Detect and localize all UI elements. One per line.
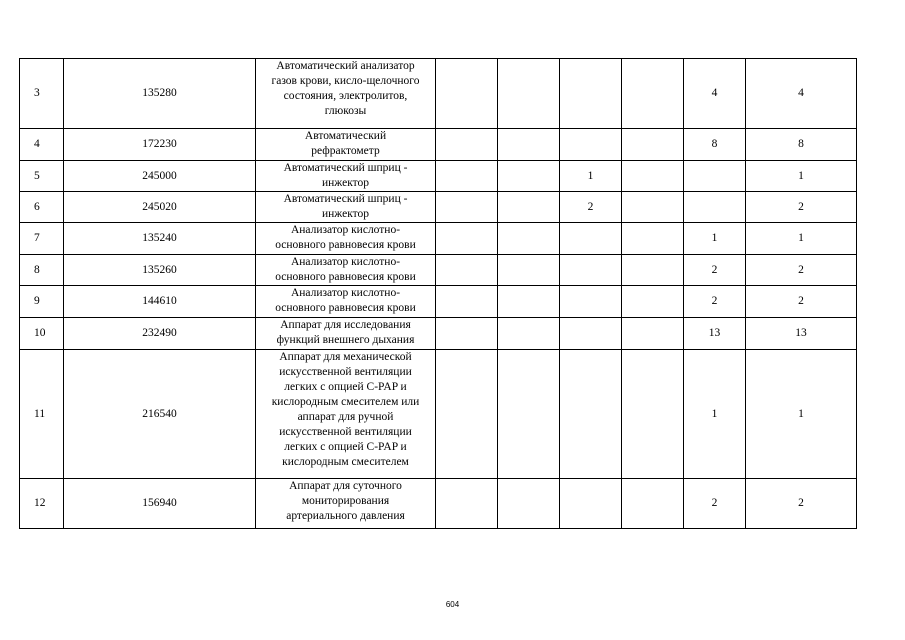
code-cell: 135240 (64, 223, 256, 255)
equipment-name-cell: Анализатор кислотно- основного равновесия крови (256, 286, 436, 318)
total-cell: 4 (746, 59, 857, 129)
quantity-cell-3 (560, 318, 622, 350)
quantity-cell-4 (622, 192, 684, 223)
quantity-cell-3 (560, 350, 622, 479)
quantity-cell-3 (560, 223, 622, 255)
quantity-cell-5: 2 (684, 479, 746, 529)
code-cell: 245000 (64, 161, 256, 192)
quantity-cell-2 (498, 223, 560, 255)
equipment-name-cell: Аппарат для суточного мониторирования артериального давления (256, 479, 436, 529)
equipment-name-cell: Автоматический шприц - инжектор (256, 161, 436, 192)
row-number-cell: 10 (20, 318, 64, 350)
total-cell: 1 (746, 161, 857, 192)
quantity-cell-4 (622, 318, 684, 350)
quantity-cell-2 (498, 192, 560, 223)
quantity-cell-5: 2 (684, 286, 746, 318)
quantity-cell-4 (622, 161, 684, 192)
equipment-name-cell: Аппарат для механической искусственной вентиляции легких с опцией С-PAP и кислородным смесителем или аппарат для ручной искусственной вентиляции легких с опцией С-PAP и кислородным смесителем (256, 350, 436, 479)
quantity-cell-4 (622, 255, 684, 286)
table-body (20, 59, 857, 529)
quantity-cell-2 (498, 318, 560, 350)
quantity-cell-1 (436, 59, 498, 129)
quantity-cell-3 (560, 255, 622, 286)
quantity-cell-4 (622, 479, 684, 529)
equipment-name-cell: Автоматический шприц - инжектор (256, 192, 436, 223)
quantity-cell-1 (436, 255, 498, 286)
total-cell: 2 (746, 255, 857, 286)
row-number-cell: 5 (20, 161, 64, 192)
equipment-name-cell: Анализатор кислотно- основного равновесия крови (256, 223, 436, 255)
row-number-cell: 7 (20, 223, 64, 255)
quantity-cell-1 (436, 192, 498, 223)
quantity-cell-2 (498, 59, 560, 129)
row-number-cell: 4 (20, 129, 64, 161)
code-cell: 156940 (64, 479, 256, 529)
equipment-name-cell: Анализатор кислотно- основного равновесия крови (256, 255, 436, 286)
row-number-cell: 9 (20, 286, 64, 318)
row-number-cell: 8 (20, 255, 64, 286)
quantity-cell-1 (436, 350, 498, 479)
quantity-cell-1 (436, 479, 498, 529)
equipment-name-cell: Аппарат для исследования функций внешнего дыхания (256, 318, 436, 350)
quantity-cell-5 (684, 192, 746, 223)
row-number-cell: 12 (20, 479, 64, 529)
quantity-cell-4 (622, 129, 684, 161)
quantity-cell-5: 4 (684, 59, 746, 129)
quantity-cell-2 (498, 161, 560, 192)
table-row (20, 350, 857, 479)
page-number: 604 (445, 600, 460, 609)
total-cell: 1 (746, 350, 857, 479)
quantity-cell-3 (560, 59, 622, 129)
code-cell: 216540 (64, 350, 256, 479)
equipment-name-cell: Автоматический рефрактометр (256, 129, 436, 161)
quantity-cell-1 (436, 223, 498, 255)
quantity-cell-5: 1 (684, 223, 746, 255)
table-row (20, 318, 857, 350)
quantity-cell-4 (622, 59, 684, 129)
quantity-cell-2 (498, 350, 560, 479)
quantity-cell-2 (498, 255, 560, 286)
quantity-cell-1 (436, 161, 498, 192)
code-cell: 135280 (64, 59, 256, 129)
code-cell: 172230 (64, 129, 256, 161)
quantity-cell-3: 1 (560, 161, 622, 192)
quantity-cell-2 (498, 286, 560, 318)
quantity-cell-5: 2 (684, 255, 746, 286)
quantity-cell-5: 13 (684, 318, 746, 350)
quantity-cell-4 (622, 350, 684, 479)
quantity-cell-4 (622, 223, 684, 255)
equipment-table (19, 58, 857, 529)
code-cell: 135260 (64, 255, 256, 286)
total-cell: 8 (746, 129, 857, 161)
table-row (20, 129, 857, 161)
table-row (20, 161, 857, 192)
quantity-cell-3 (560, 286, 622, 318)
total-cell: 2 (746, 192, 857, 223)
row-number-cell: 3 (20, 59, 64, 129)
quantity-cell-5 (684, 161, 746, 192)
equipment-name-cell: Автоматический анализатор газов крови, кисло-щелочного состояния, электролитов, глюкозы (256, 59, 436, 129)
quantity-cell-2 (498, 129, 560, 161)
row-number-cell: 11 (20, 350, 64, 479)
quantity-cell-2 (498, 479, 560, 529)
row-number-cell: 6 (20, 192, 64, 223)
code-cell: 245020 (64, 192, 256, 223)
code-cell: 144610 (64, 286, 256, 318)
quantity-cell-3 (560, 129, 622, 161)
total-cell: 2 (746, 286, 857, 318)
table-row (20, 286, 857, 318)
quantity-cell-5: 1 (684, 350, 746, 479)
quantity-cell-3: 2 (560, 192, 622, 223)
total-cell: 2 (746, 479, 857, 529)
quantity-cell-3 (560, 479, 622, 529)
quantity-cell-5: 8 (684, 129, 746, 161)
quantity-cell-1 (436, 286, 498, 318)
quantity-cell-1 (436, 129, 498, 161)
table-row (20, 192, 857, 223)
quantity-cell-4 (622, 286, 684, 318)
code-cell: 232490 (64, 318, 256, 350)
table-row (20, 479, 857, 529)
total-cell: 13 (746, 318, 857, 350)
table-row (20, 223, 857, 255)
table-row (20, 255, 857, 286)
total-cell: 1 (746, 223, 857, 255)
table-row (20, 59, 857, 129)
quantity-cell-1 (436, 318, 498, 350)
